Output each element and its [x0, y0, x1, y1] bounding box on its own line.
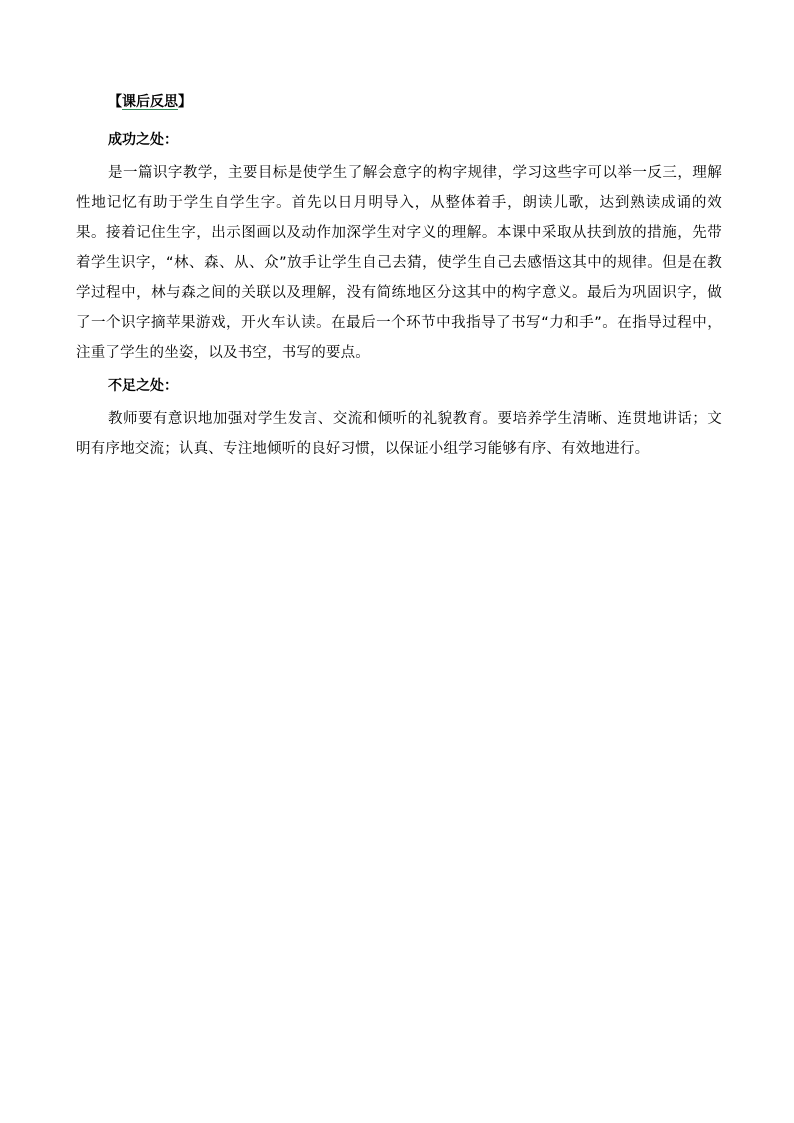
- shortcoming-paragraph: 教师要有意识地加强对学生发言、交流和倾听的礼貌教育。要培养学生清晰、连贯地讲话；文明有序地交流；认真、专注地倾听的良好习惯，以保证小组学习能够有序、有效地进行。: [76, 411, 722, 457]
- success-paragraph: 是一篇识字教学，主要目标是使学生了解会意字的构字规律，学习这些字可以举一反三，理解性地记忆有助于学生自学生字。首先以日月明导入，从整体着手，朗读儿歌，达到熟读成诵的效果。接着记住生字，出示图画以及动作加深学生对字义的理解。本课中采取从扶到放的措施，先带着学生识字，“林、森、从、众”放手让学生自己去猜，使学生自己去感悟这其中的规律。但是在教学过程中，林与森之间的关联以及理解，没有简练地区分这其中的构字意义。最后为巩固识字，做了一个识字摘苹果游戏，开火车认读。在最后一个环节中我指导了书写“力和手”。在指导过程中，注重了学生的坐姿，以及书空，书写的要点。: [76, 165, 722, 361]
- success-subheading: 成功之处：: [108, 132, 178, 148]
- document-body: [76, 90, 722, 470]
- shortcoming-subheading: 不足之处：: [108, 378, 178, 394]
- heading-bracket-close: 】: [178, 94, 192, 110]
- heading-bracket-open: 【: [108, 94, 122, 110]
- heading-title: 课后反思: [122, 94, 178, 110]
- section-heading: [108, 90, 722, 114]
